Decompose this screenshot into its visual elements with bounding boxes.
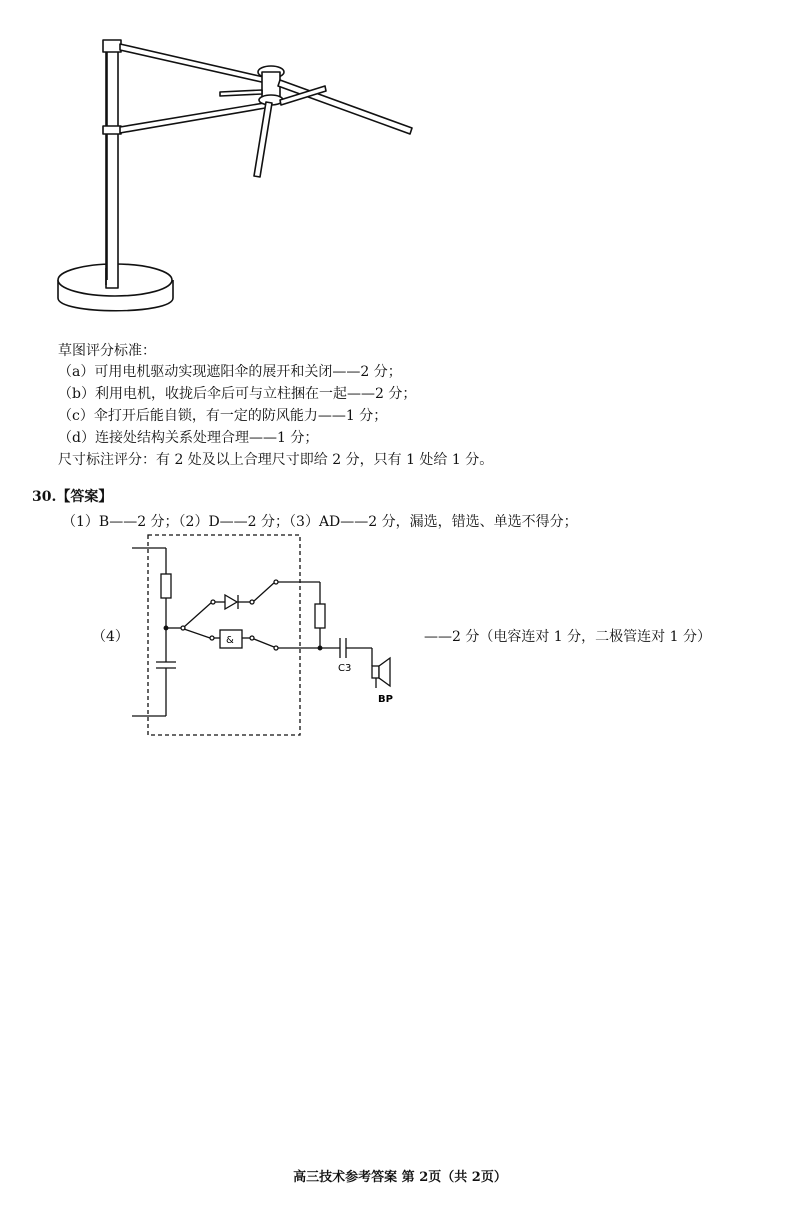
sketch-criteria-title: 草图评分标准：: [58, 343, 156, 359]
criteria-item-c: （c）伞打开后能自锁，有一定的防风能力——1 分；: [58, 408, 388, 424]
speaker-cone: [379, 658, 390, 686]
q30-part4-score: ——2 分（电容连对 1 分，二极管连对 1 分）: [424, 629, 711, 645]
criteria-item-a: （a）可用电机驱动实现遮阳伞的展开和关闭——2 分；: [58, 364, 402, 380]
speaker-body: [372, 666, 379, 678]
c3-label: C3: [338, 663, 352, 674]
gate-label: &: [226, 635, 234, 646]
bp-label: BP: [378, 694, 393, 705]
criteria-item-d: （d）连接处结构关系处理合理——1 分；: [58, 430, 319, 446]
criteria-item-b: （b）利用电机，收拢后伞后可与立柱捆在一起——2 分；: [58, 386, 417, 402]
resistor-right: [315, 604, 325, 628]
page-footer: 高三技术参考答案 第 2页（共 2页）: [293, 1170, 507, 1185]
circuit-diagram: [120, 530, 400, 740]
q30-part4-label: （4）: [92, 629, 129, 645]
q30-answers: （1）B——2 分；（2）D——2 分；（3）AD——2 分，漏选，错选、单选不得分；: [62, 514, 578, 530]
umbrella-sketch: [40, 30, 430, 320]
resistor-left: [161, 574, 171, 598]
q30-heading: 30.【答案】: [32, 489, 113, 505]
dimension-note: 尺寸标注评分：有 2 处及以上合理尺寸即给 2 分，只有 1 处给 1 分。: [58, 452, 494, 468]
